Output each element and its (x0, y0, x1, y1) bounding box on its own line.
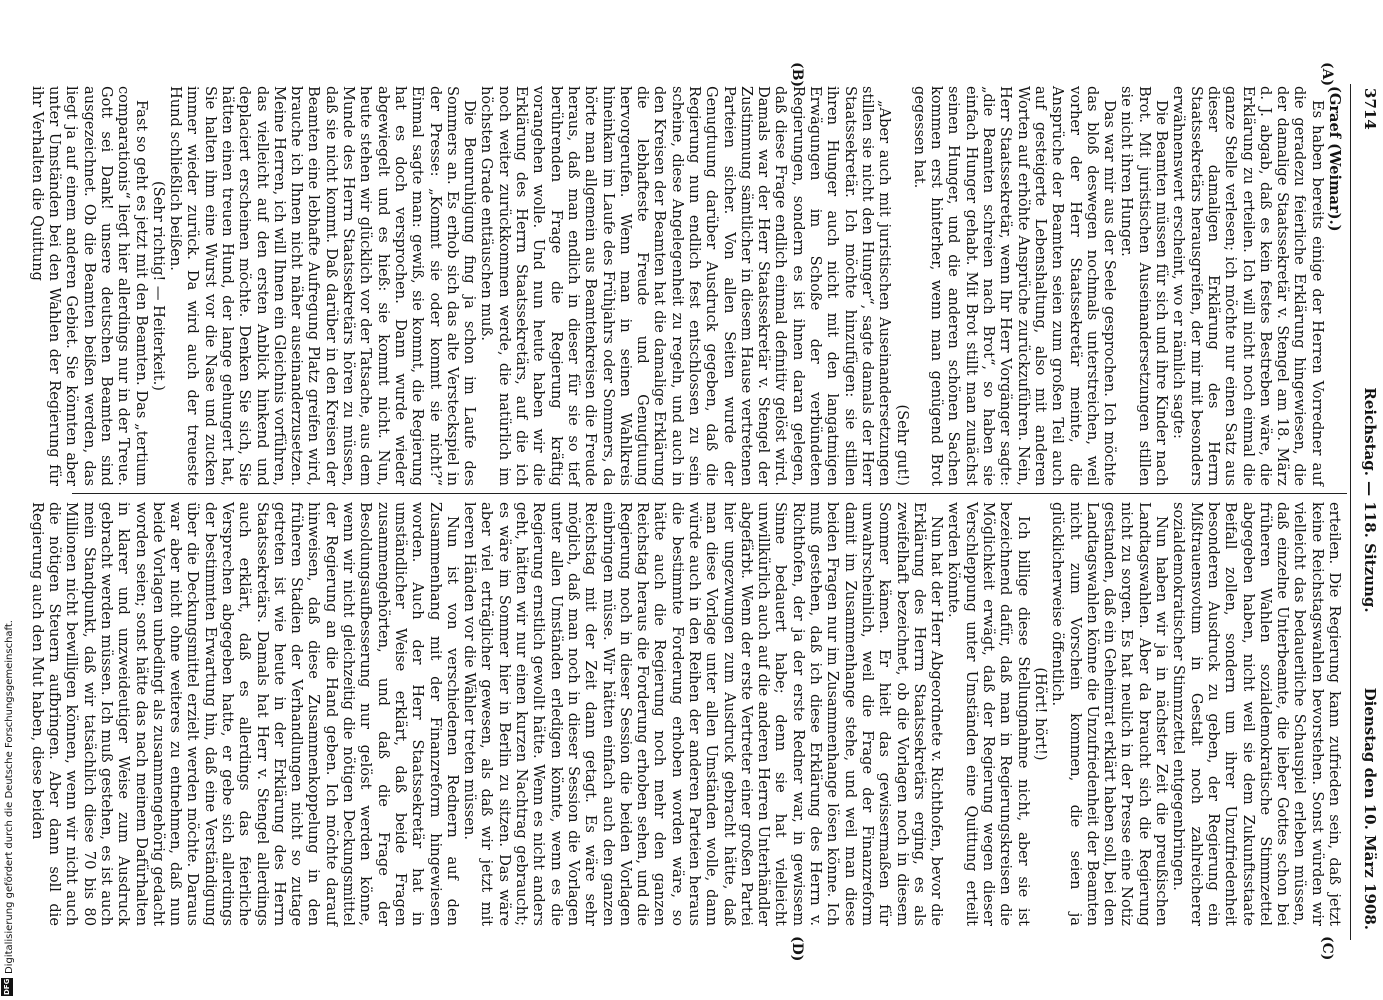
paragraph: „Aber auch mit juristischen Auseinandersetzungen stillen sie nicht den Hunger“, sagte damals der Herr Staatssekretär. Ich möchte hinzufügen: sie stillen ihren Hunger auch nicht mit den langatmigen Erwägungen im Schoße der verbündeten Regierungen, sondern es ist ihnen daran gelegen, daß diese Frage endlich einmal definitiv gelöst wird. Damals war der Herr Staatssekretär v. Stengel der Zustimmung sämtlicher in diesem Hause vertretenen Parteien sicher. Von allen Seiten wurde der Genugtuung darüber Ausdruck gegeben, daß die Regierung nun endlich fest entschlossen zu sein scheine, diese Angelegenheit zu regeln, und auch in den Kreisen der Beamten hat die damalige Erklärung die lebhafteste Freude und Genugtuung hervorgerufen. Wenn man in seinen Wahlkreis hineinkam im Laufe des Frühjahrs oder Sommers, da hörte man allgemein aus Beamtenkreisen die Freude heraus, daß man endlich in dieser für sie so tief berührenden Frage die Regierung kräftig vorangehen wolle. Und nun heute haben wir die Erklärung des Herrn Staatssekretärs, auf die ich noch weiter zurückkommen werde, die natürlich im höchsten Grade enttäuschen muß. (478, 86, 894, 486)
digitization-footer (0, 0, 15, 1000)
session-date: Dienstag den 10. März 1908. (1361, 687, 1379, 930)
left-text-column (28, 86, 1343, 486)
right-text-column (28, 502, 1343, 926)
interjection: (Sehr richtig! — Heiterkeit.) (149, 180, 167, 392)
header-rule (1350, 84, 1351, 940)
paragraph: Nun hat der Herr Abgeordnete v. Richthofen, bevor die Erklärung des Herrn Staatssekretärs erging, es als zweifelhaft bezeichnet, ob die Vorlagen noch in diesem Sommer kämen. Er hielt das gewissermaßen für unwahrscheinlich, weil die Frage der Finanzreform damit im Zusammenhange stehe, und weil man diese beiden Fragen nur im Zusammenhange lösen könne. Ich muß gestehen, daß ich diese Erklärung des Herrn v. Richthofen, der ja der erste Redner war, in gewissem Sinne bedauert habe; denn sie hat vielleicht unwillkürlich auch auf die anderen Herren Unterhändler abgefärbt. Wenn der erste Vertreter einer großen Partei hier ungezwungen zum Ausdruck gebracht hätte, daß man diese Vorlage unter allen Umständen wolle, dann würde auch in den Reihen der anderen Parteien heraus die bestimmte Forderung erhoben worden wäre, so hätte auch die Regierung noch mehr den ganzen Reichstag heraus die Forderung erhoben sehen, und die Regierung noch in dieser Session die beiden Vorlagen einbringen müsse. Wir hätten einfach auch den ganzen Reichstag mit der Zeit dann getagt. Es wäre sehr möglich, daß man noch in dieser Session die Vorlagen unter allen Umständen erledigen könnte, wenn es die Regierung ernstlich gewollt hätte. Wenn es nicht anders geht, hätten wir nur einen kurzen Nachtrag gebraucht; es wäre im Sommer hier in Berlin zu sitzen. Das wäre aber viel erträglicher gewesen, als daß wir jetzt mit leeren Händen vor die Wähler treten müssen. (461, 502, 946, 926)
footer-credit: Digitalisierung gefördert durch die Deutsche Forschungsgemeinschaft. (4, 619, 15, 974)
column-divider (72, 493, 1347, 494)
page-number: 3714 (1361, 88, 1379, 130)
interjection: (Hört! hört!) (1031, 667, 1049, 761)
margin-mark-b: (B) (789, 62, 805, 88)
margin-mark-d: (D) (789, 936, 805, 962)
quote-paragraph: Die Beamten müssen für sich und ihre Kinder nach Brot. Mit juristischen Auseinandersetzungen stillen sie nicht ihren Hunger. (1118, 86, 1171, 486)
paragraph: Nun ist von verschiedenen Rednern auf den Zusammenhang mit der Finanzreform hingewiesen worden. Auch der Herr Staatssekretär hat in umständlicher Weise erklärt, daß beide Fragen zusammengehörten, und daß die Frage der Besoldungsaufbesserung nur gelöst werden könne, wenn wir nicht gleichzeitig die nötigen Deckungsmittel der Regierung an die Hand geben. Ich möchte darauf hinweisen, daß diese Zusammenkoppelung in den früheren Stadien der Verhandlungen nicht so zutage getreten ist wie heute in der Erklärung des Herrn Staatssekretärs. Damals hat Herr v. Stengel allerdings auch erklärt, daß es allerdings das feierliche Versprechen abgegeben hatte, er gebe sich allerdings der bestimmten Erwartung hin, daß eine Verständigung über die Deckungsmittel erzielt werden möchte. Daraus war aber nicht ohne weiteres zu entnehmen, daß nun beide Vorlagen unbedingt als zusammengehörig gedacht worden seien; sonst hätte das nach meinem Dafürhalten in klarer und unzweideutiger Weise zum Ausdruck gebracht werden müssen. Ich muß gestehen, es ist auch mein Standpunkt, daß wir tatsächlich diese 70 bis 80 Millionen nicht bewilligen können, wenn wir nicht auch die nötigen Steuern aufbringen. Aber dann soll die Regierung auch den Mut haben, diese beiden (28, 502, 461, 926)
dfg-logo: DFG (3, 978, 11, 996)
paragraph: Ich billige diese Stellungnahme nicht, aber sie ist bezeichnend dafür, daß man in Regierungskreisen die Möglichkeit erwägt, daß der Regierung wegen dieser Verschleppung unter Umständen eine Quittung erteilt werden könnte. (945, 502, 1032, 926)
paragraph: Nun haben wir ja in nächster Zeit die preußischen Landtagswahlen. Aber da braucht sich die Regierung nicht zu sorgen. Es hat neulich in der Presse eine Notiz gestanden, daß ein Geheimrat erklärt haben soll, bei den Landtagswahlen könne die Unzufriedenheit der Beamten nicht zum Vorschein kommen, die seien ja glücklicherweise öffentlich. (1049, 502, 1171, 926)
paragraph: Die Beunruhigung fing ja schon im Laufe des Sommers an. Es erhob sich das alte Versteckspiel in der Presse: „Kommt sie oder kommt sie nicht?“ Einmal sagte man: gewiß, sie kommt, die Regierung hat es doch versprochen. Dann wurde wieder abgewiegelt und es hieß: sie kommt nicht. Nun, heute stehen wir glücklich vor der Tatsache, aus dem Munde des Herrn Staatssekretärs hören zu müssen, daß sie nicht kommt. Daß darüber in den Kreisen der Beamten eine lebhafte Aufregung Platz greifen wird, brauche ich Ihnen nicht näher auseinanderzusetzen. Meine Herren, ich will Ihnen ein Gleichnis vorführen, das vielleicht auf den ersten Anblick hinkend und deplaciert erscheinen möchte. Denken Sie sich, Sie hätten einen treuen Hund, der lange gehungert hat, Sie halten ihm eine Wurst vor die Nase und zucken immer wieder zurück. Da wird auch der treueste Hund schließlich beißen. (167, 86, 479, 486)
rotated-print-page (28, 0, 1383, 1000)
margin-mark-c: (C) (1319, 936, 1335, 961)
paragraph: erteilen. Die Regierung kann zufrieden sein, daß jetzt keine Reichstagswahlen bevorstehen. Sonst würden wir vielleicht das bedauerliche Schauspiel erleben müssen, daß einzelne Unterbeamte, die lieber Gottes schon bei früheren Wahlen sozialdemokratische Stimmzettel abgegeben haben, nicht weil sie dem Zukunftsstaate Beifall zollen, sondern um ihrer Unzufriedenheit besonderen Ausdruck zu geben, der Regierung ein Mißtrauensvotum in Gestalt noch zahlreicherer sozialdemokratischer Stimmzettel entgegenbringen. (1170, 502, 1343, 926)
speaker-label: (Graef (Weimar).) (1326, 86, 1343, 232)
margin-mark-a: (A) (1319, 62, 1335, 87)
interjection: (Sehr gut!) (893, 404, 911, 486)
running-header: Reichstag. — 118. Sitzung. (1361, 387, 1379, 613)
paragraph: Das war mir aus der Seele gesprochen. Ich möchte das bloß deswegen nochmals unterstreichen, weil vorher der Herr Staatssekretär meinte, die Ansprüche der Beamten seien zum großen Teil auch auf gesteigerte Lebenshaltung, also mit anderen Worten auf erhöhte Ansprüche zurückzuführen. Nein, Herr Staatssekretär, wenn Ihr Herr Vorgänger sagte: „die Beamten schreien nach Brot“, so haben sie einfach Hunger gehabt. Mit Brot stillt man zunächst seinen Hunger, und die anderen schönen Sachen kommen erst hinterher, wenn man genügend Brot gegessen hat. (910, 86, 1119, 486)
paragraph: Fast so geht es jetzt mit den Beamten. Das „tertium comparationis“ liegt hier allerdings nur in der Treue. Gott sei Dank! unsere deutschen Beamten sind ausgezeichnet. Ob die Beamten beißen werden, das liegt ja auf einem anderen Gebiet. Sie könnten aber unter Umständen bei den Wahlen der Regierung für ihr Verhalten die Quittung (28, 86, 150, 486)
paragraph: Es haben bereits einige der Herren Vorredner auf die geradezu feierliche Erklärung hingewiesen, die der damalige Staatssekretär v. Stengel am 18. März d. J. abgab, daß es kein festes Bestreben wäre, die Erklärung zu erteilen. Ich will nicht noch einmal die ganze Stelle verlesen; ich möchte nur einen Satz aus dieser damaligen Erklärung des Herrn Staatssekretärs herausgreifen, der mir mit besonders erwähnenswert erscheint, wo er nämlich sagte: (1170, 86, 1326, 486)
